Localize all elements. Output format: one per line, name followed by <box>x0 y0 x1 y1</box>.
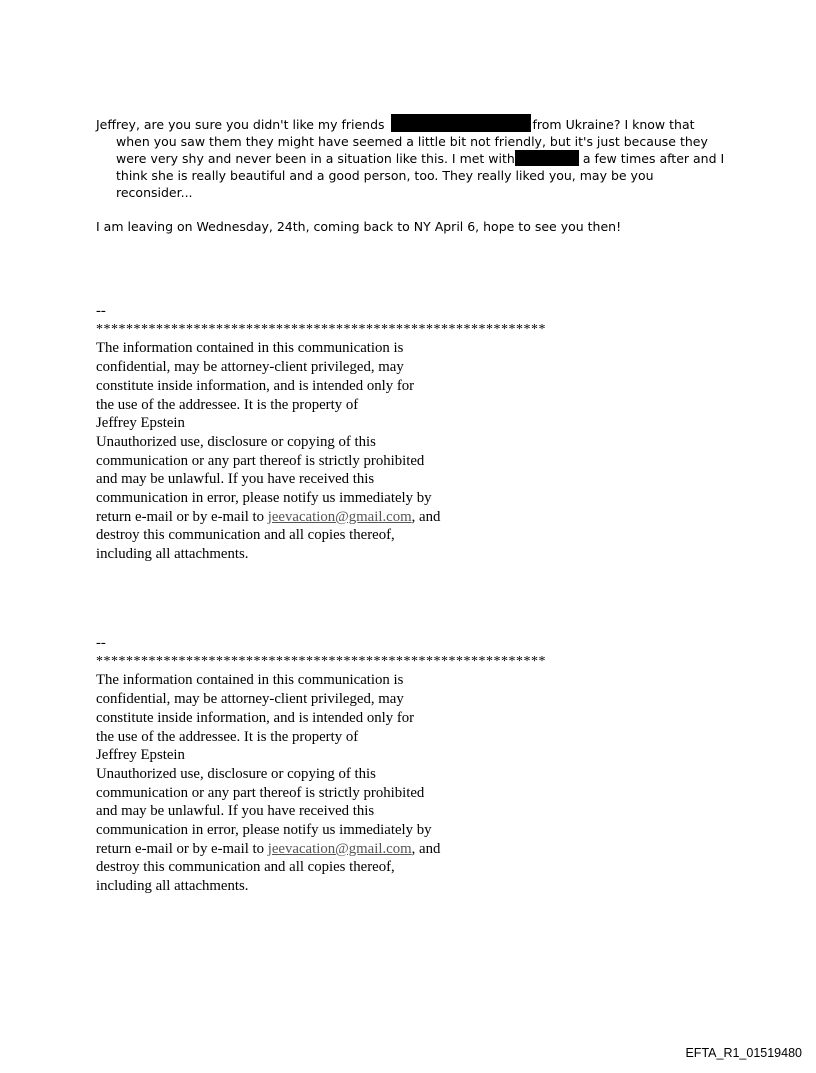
message-paragraph-2: I am leaving on Wednesday, 24th, coming back to NY April 6, hope to see you then! <box>96 219 622 234</box>
confidentiality-notice <box>96 302 576 564</box>
message-text-part-3: a few times after and I think she is really beautiful and a good person, too. They really liked you, may be you reconsider... <box>116 151 725 200</box>
signature-separator: -- <box>96 303 106 319</box>
notice-line: the use of the addressee. It is the property of <box>96 396 359 413</box>
notice-text: , and <box>411 840 441 857</box>
notice-line: The information contained in this communication is <box>96 672 404 689</box>
notice-line: the use of the addressee. It is the property of <box>96 728 359 745</box>
notice-line: confidential, may be attorney-client privileged, may <box>96 359 404 376</box>
redaction-box <box>515 150 579 166</box>
document-id: EFTA_R1_01519480 <box>685 1046 802 1060</box>
message-text-part-1: Jeffrey, are you sure you didn't like my friends <box>96 117 385 132</box>
notice-line: communication in error, please notify us immediately by <box>96 822 432 839</box>
notice-text: , and <box>411 508 441 525</box>
email-link[interactable]: jeevacation@gmail.com <box>267 840 412 857</box>
notice-line: The information contained in this communication is <box>96 340 404 357</box>
notice-line: Jeffrey Epstein <box>96 415 185 432</box>
message-paragraph-1 <box>96 114 726 201</box>
notice-line: communication or any part thereof is strictly prohibited <box>96 452 425 469</box>
notice-line: including all attachments. <box>96 878 249 895</box>
notice-line: destroy this communication and all copies thereof, <box>96 527 395 544</box>
notice-line <box>96 840 576 859</box>
notice-line <box>96 508 576 527</box>
notice-line: Unauthorized use, disclosure or copying of this <box>96 433 376 450</box>
notice-line: constitute inside information, and is intended only for <box>96 709 415 726</box>
notice-line: constitute inside information, and is intended only for <box>96 377 415 394</box>
message-text-part-2: from Ukraine? I know that when you saw them they might have seemed a little bit not friendly, but it's just because they were very shy and never been in a situation like this. I met with <box>116 117 708 166</box>
notice-line: confidential, may be attorney-client privileged, may <box>96 691 404 708</box>
notice-line: Unauthorized use, disclosure or copying of this <box>96 765 376 782</box>
asterisk-divider: ************************************************************ <box>96 653 546 669</box>
asterisk-divider: ************************************************************ <box>96 321 546 337</box>
signature-separator: -- <box>96 635 106 651</box>
notice-line: communication or any part thereof is strictly prohibited <box>96 784 425 801</box>
notice-line: Jeffrey Epstein <box>96 747 185 764</box>
notice-line: communication in error, please notify us immediately by <box>96 490 432 507</box>
message-body <box>96 114 726 235</box>
email-link[interactable]: jeevacation@gmail.com <box>267 508 412 525</box>
notice-line: and may be unlawful. If you have received this <box>96 803 375 820</box>
notice-text: return e-mail or by e-mail to <box>96 508 268 525</box>
notice-line: destroy this communication and all copies thereof, <box>96 859 395 876</box>
redaction-box <box>391 114 531 132</box>
notice-text: return e-mail or by e-mail to <box>96 840 268 857</box>
confidentiality-notice <box>96 634 576 896</box>
notice-line: including all attachments. <box>96 546 249 563</box>
notice-line: and may be unlawful. If you have received this <box>96 471 375 488</box>
